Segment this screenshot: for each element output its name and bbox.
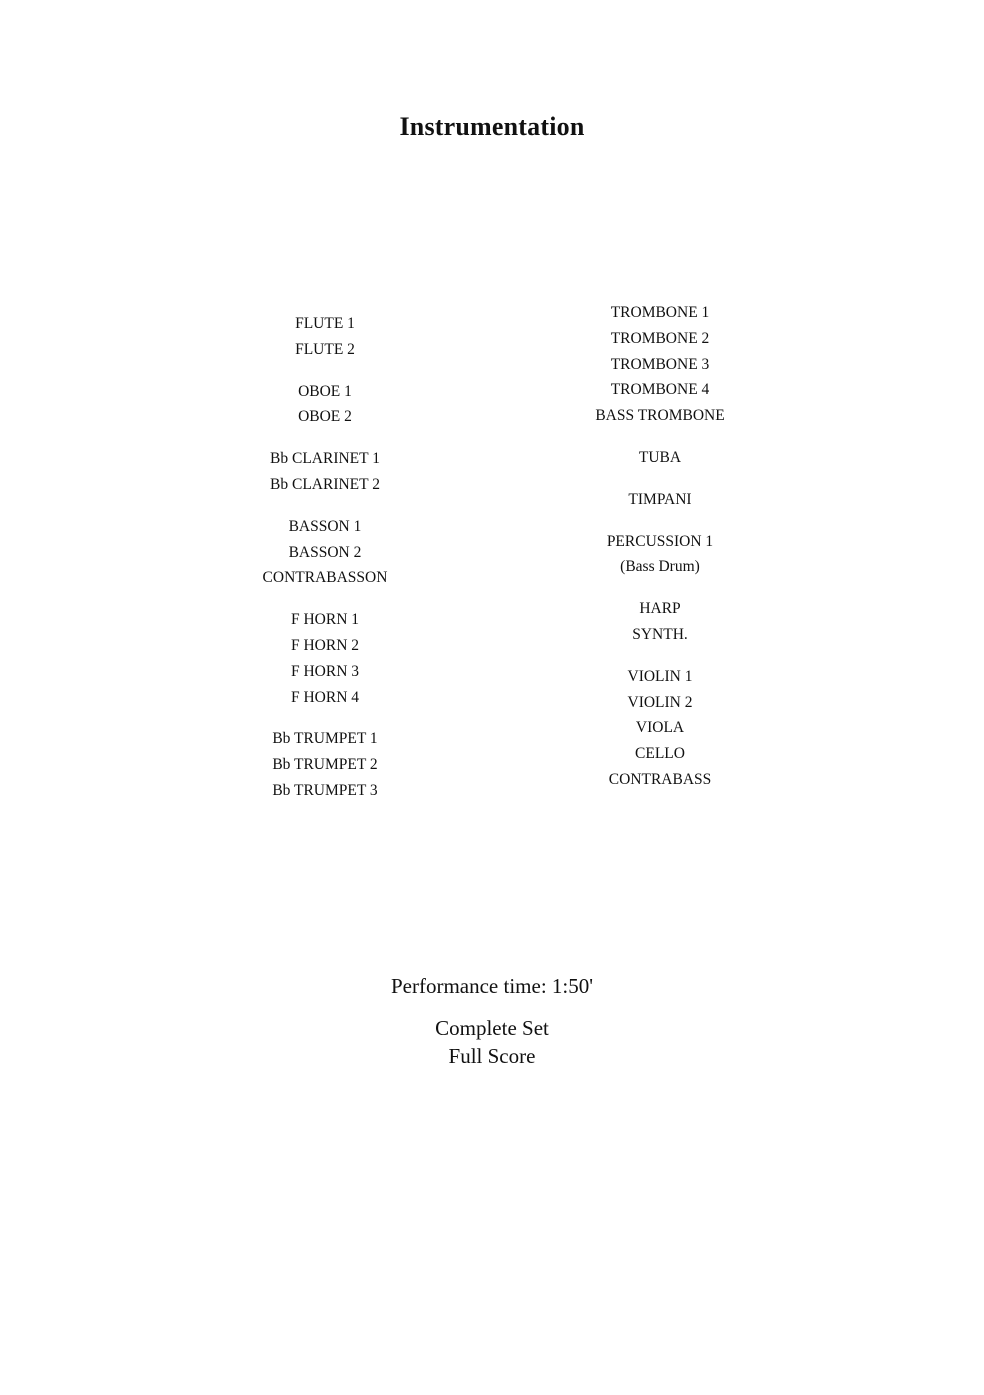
instrument-name: PERCUSSION 1 — [606, 532, 714, 550]
instrument-group-clarinets — [195, 446, 455, 498]
instrument-name: TROMBONE 4 — [610, 381, 710, 399]
instrument-list-right — [530, 300, 790, 809]
instrument-name: OBOE 2 — [298, 408, 352, 426]
instrument-name: Bb TRUMPET 3 — [272, 781, 378, 799]
instrument-group-timpani — [530, 487, 790, 513]
score-label: Full Score — [448, 1044, 536, 1068]
instrument-name: SYNTH. — [632, 625, 688, 643]
instrument-name: F HORN 3 — [290, 662, 360, 680]
instrument-name: BASSON 1 — [288, 517, 362, 535]
instrument-name: Bb CLARINET 2 — [270, 475, 380, 493]
instrument-group-trombones — [530, 300, 790, 429]
instrument-list-left — [195, 311, 455, 820]
instrument-name: VIOLA — [635, 719, 685, 737]
instrument-name: FLUTE 1 — [295, 315, 355, 332]
instrument-name: Bb TRUMPET 1 — [272, 730, 378, 748]
instrument-name: F HORN 4 — [290, 688, 360, 706]
instrument-group-percussion — [530, 529, 790, 581]
instrument-name: F HORN 1 — [290, 611, 360, 629]
instrument-name: BASS TROMBONE — [595, 407, 725, 425]
instrument-name: TROMBONE 2 — [610, 329, 710, 347]
instrument-name: F HORN 2 — [290, 636, 360, 654]
instrument-group-flutes — [195, 311, 455, 363]
instrument-name: TROMBONE 1 — [610, 304, 710, 321]
instrument-name: Bb TRUMPET 2 — [272, 756, 378, 774]
instrument-group-strings — [530, 664, 790, 793]
set-label: Complete Set — [435, 1016, 549, 1040]
instrument-name: Bb CLARINET 1 — [270, 450, 380, 468]
instrument-name: TROMBONE 3 — [610, 355, 710, 373]
score-info — [0, 1014, 984, 1070]
instrument-name: HARP — [639, 600, 681, 618]
instrument-name: CONTRABASSON — [262, 569, 388, 587]
instrument-name: VIOLIN 2 — [627, 693, 693, 711]
instrument-name: FLUTE 2 — [295, 340, 355, 358]
instrument-name: TIMPANI — [628, 490, 692, 508]
instrument-name: CONTRABASS — [608, 770, 712, 788]
instrument-name: VIOLIN 1 — [627, 667, 693, 685]
instrument-name: TUBA — [638, 448, 682, 466]
instrument-note: (Bass Drum) — [620, 558, 700, 576]
instrument-group-harp-synth — [530, 596, 790, 648]
instrument-group-oboes — [195, 379, 455, 431]
performance-time: Performance time: 1:50' — [390, 974, 594, 998]
instrument-name: CELLO — [635, 745, 685, 763]
page-title: Instrumentation — [399, 112, 585, 141]
instrument-name: OBOE 1 — [298, 382, 352, 400]
instrument-group-tuba — [530, 445, 790, 471]
instrument-group-bassoons — [195, 514, 455, 591]
instrument-group-horns — [195, 607, 455, 710]
instrument-name: BASSON 2 — [288, 543, 362, 561]
instrument-group-trumpets — [195, 726, 455, 803]
